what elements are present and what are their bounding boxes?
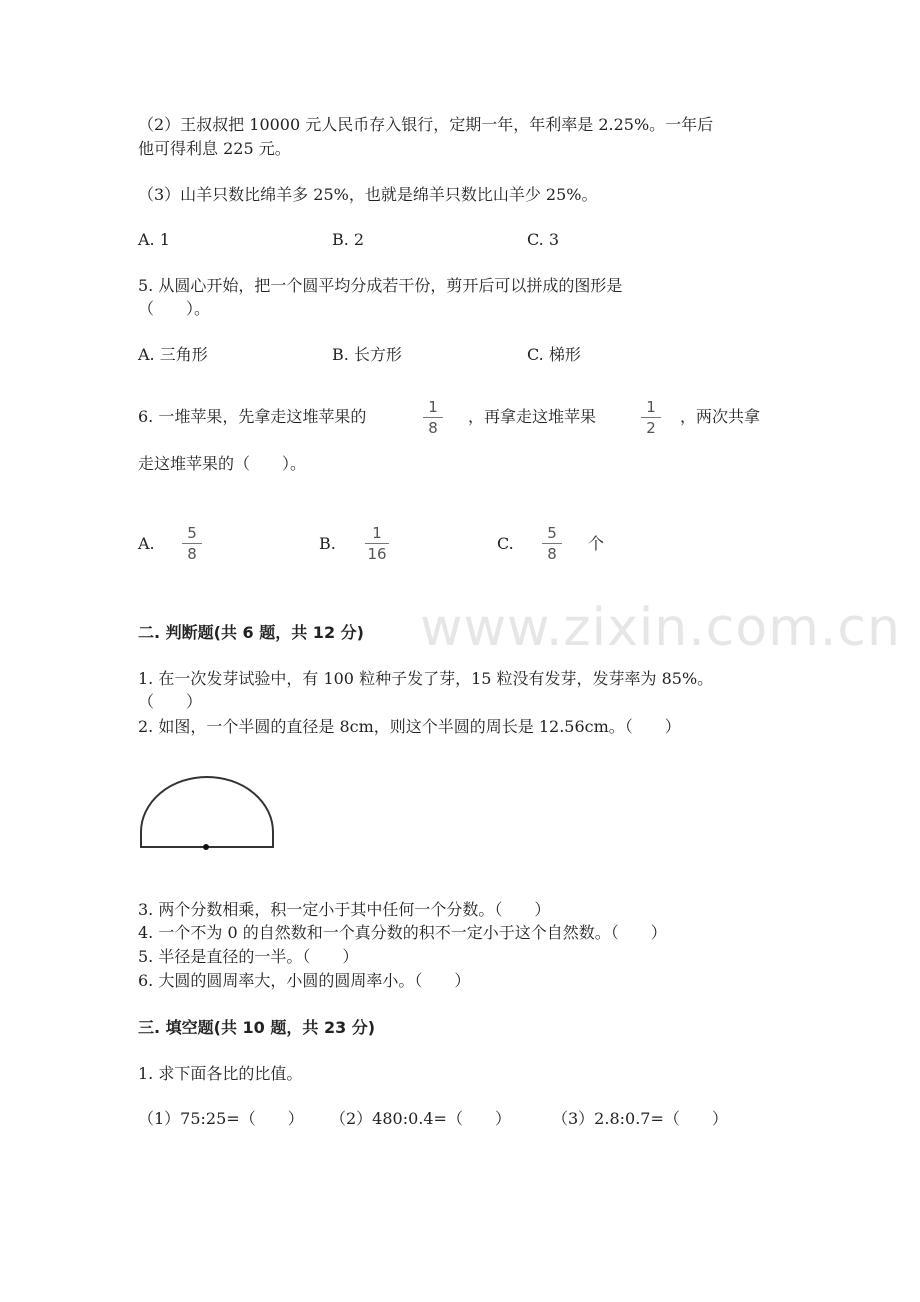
q6-option-c-suffix: 个: [588, 534, 605, 553]
q4-option-b: B. 2: [332, 230, 365, 249]
q5-option-b: B. 长方形: [332, 345, 402, 364]
s3-q1: 1. 求下面各比的比值。: [138, 1064, 303, 1083]
q6-option-b-fraction: 1 16: [363, 524, 391, 563]
q4-option-a: A. 1: [138, 230, 170, 249]
q4-item3: （3）山羊只数比绵羊多 25%，也就是绵羊只数比山羊少 25%。: [138, 185, 598, 204]
q6-option-c-label: C.: [497, 534, 514, 553]
q6-fraction-2: 1 2: [639, 398, 663, 437]
q4-item2-line1: （2）王叔叔把 10000 元人民币存入银行，定期一年，年利率是 2.25%。一年后: [138, 115, 714, 134]
s2-q5: 5. 半径是直径的一半。（ ）: [138, 947, 359, 966]
q6-option-c-fraction: 5 8: [540, 524, 564, 563]
s2-q6: 6. 大圆的圆周率大，小圆的圆周率小。（ ）: [138, 971, 471, 990]
s3-item-2: （2）480:0.4=（ ）: [330, 1109, 511, 1128]
q6-part3: ，两次共拿: [680, 407, 761, 426]
semicircle-figure: [136, 774, 278, 854]
s3-item-1: （1）75:25=（ ）: [138, 1109, 304, 1128]
q5-option-a: A. 三角形: [138, 345, 208, 364]
q6-line2: 走这堆苹果的（ ）。: [138, 454, 307, 473]
q6-part1: 6. 一堆苹果，先拿走这堆苹果的: [138, 407, 367, 426]
q6-fraction-1: 1 8: [421, 398, 445, 437]
s3-item-3: （3）2.8:0.7=（ ）: [552, 1109, 728, 1128]
q5-option-c: C. 梯形: [527, 345, 581, 364]
q6-part2: ，再拿走这堆苹果: [468, 407, 597, 426]
q6-option-a-fraction: 5 8: [180, 524, 204, 563]
q5-line1: 5. 从圆心开始，把一个圆平均分成若干份，剪开后可以拼成的图形是: [138, 276, 623, 295]
s2-q2: 2. 如图，一个半圆的直径是 8cm，则这个半圆的周长是 12.56cm。（ ）: [138, 717, 681, 736]
s2-q3: 3. 两个分数相乘，积一定小于其中任何一个分数。（ ）: [138, 900, 551, 919]
watermark: www.zixin.com.cn: [420, 598, 901, 658]
section2-title: 二. 判断题(共 6 题，共 12 分): [138, 623, 364, 642]
section3-title: 三. 填空题(共 10 题，共 23 分): [138, 1018, 376, 1037]
q4-item2-line2: 他可得利息 225 元。: [138, 139, 291, 158]
q5-line2: （ ）。: [138, 299, 211, 318]
s2-q1-line1: 1. 在一次发芽试验中，有 100 粒种子发了芽，15 粒没有发芽，发芽率为 85%。: [138, 669, 714, 688]
q6-option-a-label: A.: [138, 534, 155, 553]
q4-option-c: C. 3: [527, 230, 560, 249]
s2-q4: 4. 一个不为 0 的自然数和一个真分数的积不一定小于这个自然数。（ ）: [138, 923, 667, 942]
s2-q1-line2: （ ）: [138, 692, 203, 711]
q6-option-b-label: B.: [319, 534, 336, 553]
